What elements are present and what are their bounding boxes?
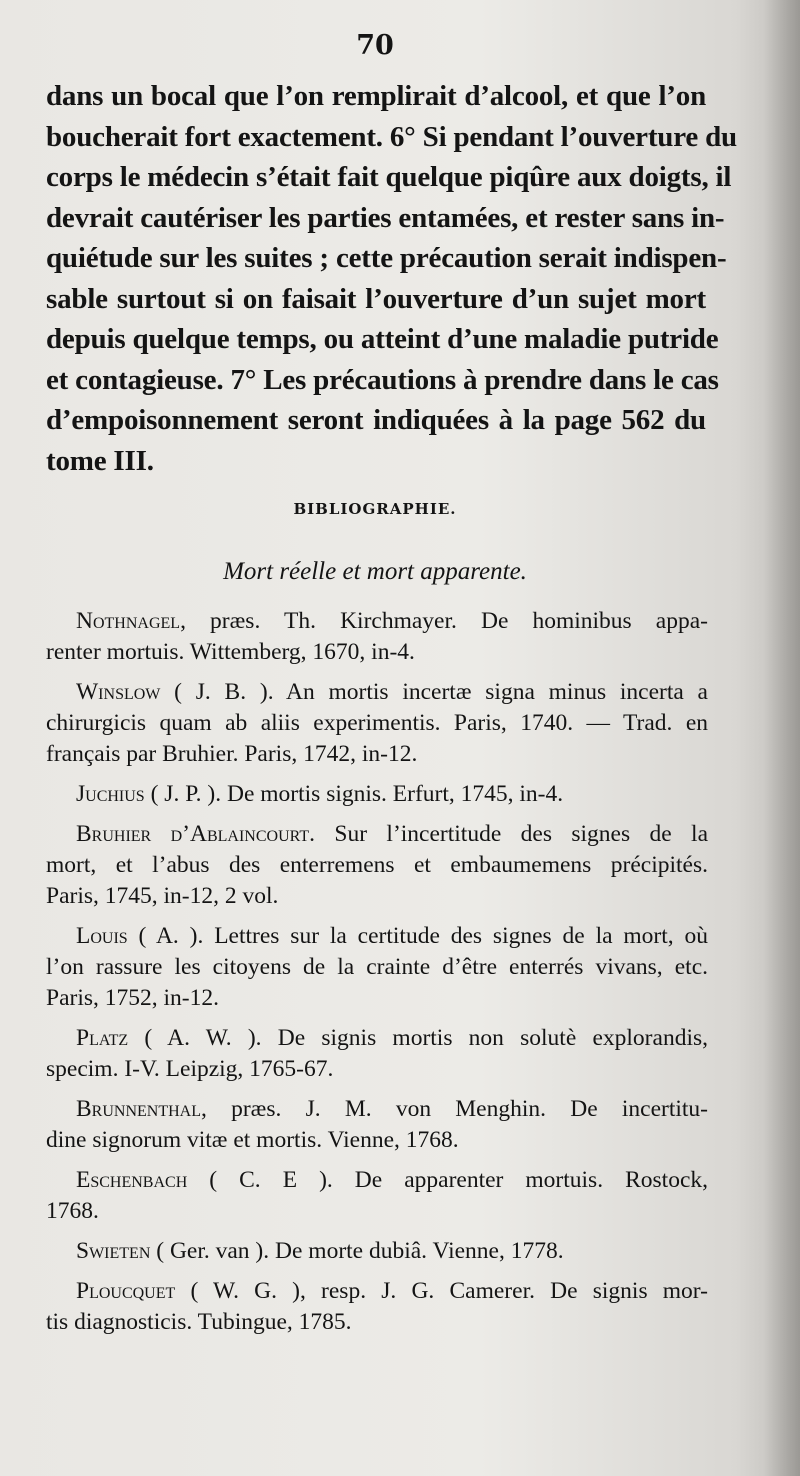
entry-text: ( Ger. van ). De morte dubiâ. Vienne, 1778. [150, 1238, 564, 1264]
body-line: quiétude sur les suites ; cette précaution serait indispen- [46, 242, 727, 274]
body-line: et contagieuse. 7° Les précautions à prendre dans le cas [46, 363, 719, 396]
bibliography-entry [46, 779, 708, 810]
entry-author: Platz [76, 1025, 129, 1051]
bibliography-entry [46, 1165, 708, 1227]
bibliography-entry [46, 606, 708, 668]
entry-author: Louis [76, 923, 128, 949]
bibliography-entry [46, 921, 708, 1014]
entry-text: renter mortuis. Wittemberg, 1670, in-4. [46, 639, 415, 665]
entry-text: chirurgicis quam ab aliis experimentis. Paris, 1740. — Trad. en [46, 710, 708, 736]
entry-text: ( C. E ). De apparenter mortuis. Rostock, [187, 1167, 708, 1193]
page-number: 70 [356, 30, 394, 61]
entry-author: Juchius [76, 781, 145, 807]
body-line: sable surtout si on faisait l’ouverture d’un sujet mort [46, 282, 706, 315]
body-paragraph [46, 76, 737, 481]
entry-text: ( A. W. ). De signis mortis non solutè explorandis, [128, 1025, 708, 1051]
entry-text: français par Bruhier. Paris, 1742, in-12. [46, 741, 418, 767]
entry-text: ( A. ). Lettres sur la certitude des signes de la mort, où [127, 923, 708, 949]
page-edge-shadow [764, 0, 800, 1476]
entry-text: , præs. J. M. von Menghin. De incertitu- [201, 1096, 708, 1122]
entry-text: Paris, 1752, in-12. [46, 985, 219, 1011]
entry-text: mort, et l’abus des enterremens et embaumemens précipités. [46, 852, 708, 878]
subheading: Mort réelle et mort apparente. [223, 558, 527, 585]
entry-author: Ploucquet [76, 1278, 176, 1304]
bibliography-list [46, 606, 708, 1347]
entry-author: Winslow [76, 679, 161, 705]
body-line: tome III. [46, 444, 154, 477]
bibliography-entry [46, 1276, 708, 1338]
entry-text: ( W. G. ), resp. J. G. Camerer. De signis mor- [175, 1278, 708, 1304]
body-line: d’empoisonnement seront indiquées à la page 562 du [46, 404, 706, 436]
entry-text: dine signorum vitæ et mortis. Vienne, 1768. [46, 1127, 459, 1153]
body-line: corps le médecin s’était fait quelque piqûre aux doigts, il [46, 161, 732, 193]
entry-text: 1768. [46, 1198, 99, 1224]
entry-author: Swieten [76, 1238, 151, 1264]
entry-author: Eschenbach [76, 1167, 188, 1193]
entry-text: l’on rassure les citoyens de la crainte d’être enterrés vivans, etc. [46, 954, 708, 980]
bibliography-entry [46, 1236, 708, 1267]
body-line: dans un bocal que l’on remplirait d’alcool, et que l’on [46, 80, 706, 112]
section-heading: BIBLIOGRAPHIE. [293, 500, 457, 518]
entry-text: Paris, 1745, in-12, 2 vol. [46, 883, 279, 909]
entry-text: tis diagnosticis. Tubingue, 1785. [46, 1309, 352, 1335]
entry-text: specim. I-V. Leipzig, 1765-67. [46, 1056, 334, 1082]
entry-text: . Sur l’incertitude des signes de la [309, 821, 709, 847]
body-line: devrait cautériser les parties entamées, et rester sans in- [46, 201, 725, 234]
entry-text: ( J. B. ). An mortis incertæ signa minus incerta a [160, 679, 708, 705]
bibliography-entry [46, 1023, 708, 1085]
bibliography-entry [46, 819, 708, 912]
entry-text: , præs. Th. Kirchmayer. De hominibus appa- [180, 608, 708, 634]
entry-author: Nothnagel [76, 608, 181, 634]
bibliography-entry [46, 1094, 708, 1156]
body-line: depuis quelque temps, ou atteint d’une maladie putride [46, 323, 719, 355]
entry-author: Bruhier d’Ablaincourt [76, 821, 310, 847]
entry-text: ( J. P. ). De mortis signis. Erfurt, 1745, in-4. [144, 781, 564, 807]
body-line: boucherait fort exactement. 6° Si pendant l’ouverture du [46, 120, 737, 153]
bibliography-entry [46, 677, 708, 770]
entry-author: Brunnenthal [76, 1096, 201, 1122]
